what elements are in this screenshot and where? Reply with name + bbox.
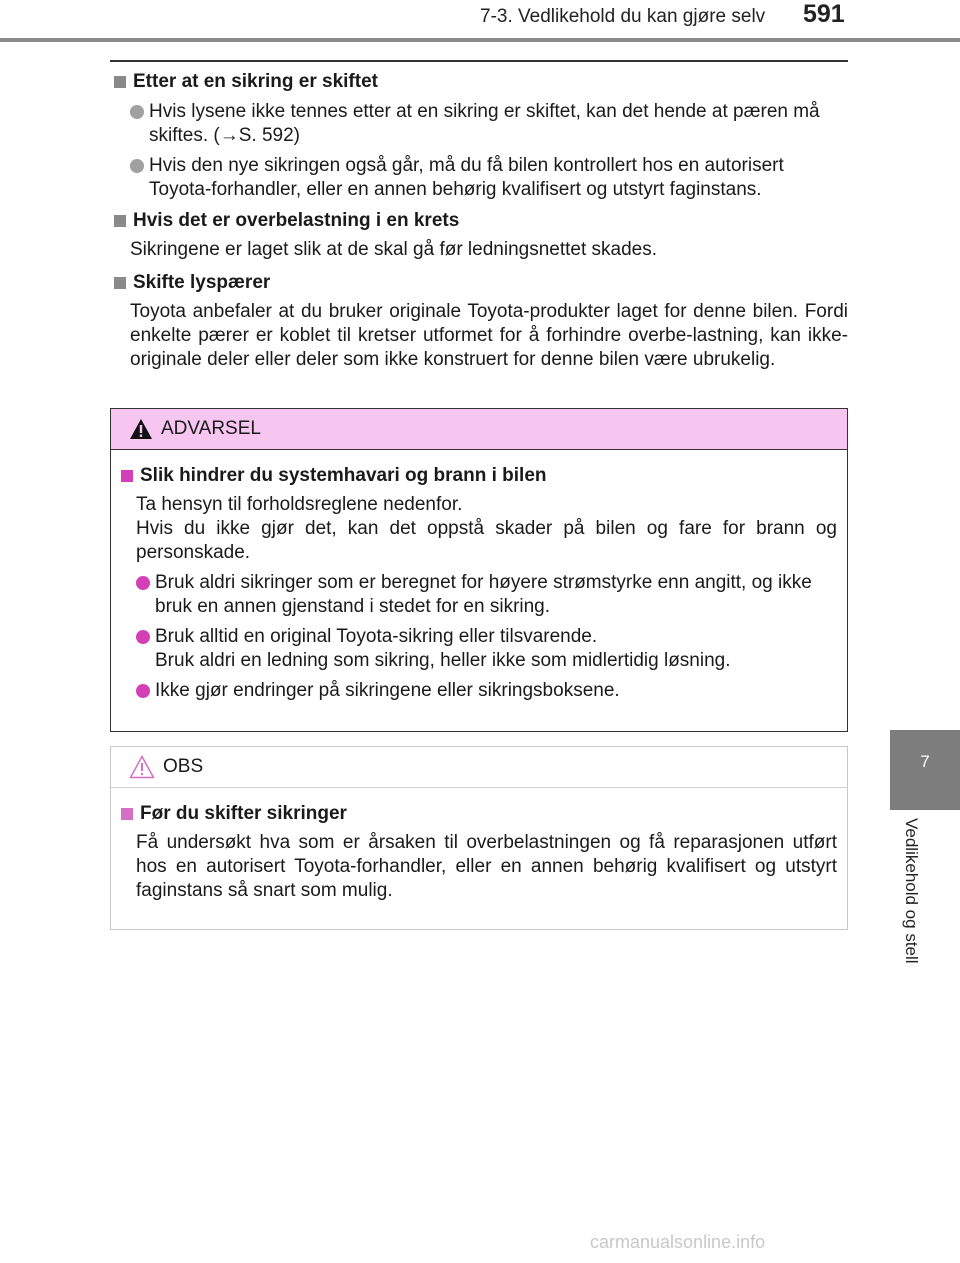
list-item xyxy=(130,154,848,202)
chapter-tab xyxy=(890,730,960,810)
list-item-text-group xyxy=(155,625,731,673)
warning-heading xyxy=(117,464,837,488)
list-item-text: Hvis lysene ikke tennes etter at en sikring er skiftet, kan det hende at pæren må skiftes. (→S. 592) xyxy=(149,101,820,146)
header-rule xyxy=(0,38,960,42)
section-heading-text: Hvis det er overbelastning i en krets xyxy=(133,210,460,231)
list-item xyxy=(130,100,848,148)
circle-bullet-icon xyxy=(130,159,144,173)
warning-label: ADVARSEL xyxy=(161,418,261,439)
warning-box xyxy=(110,408,848,732)
list-item-text: Ikke gjør endringer på sikringene eller sikringsboksene. xyxy=(155,680,620,701)
notice-text: Få undersøkt hva som er årsaken til overbelastningen og få reparasjonen utført hos en autorisert Toyota-forhandler, eller en annen behørig kvalifisert og utstyrt faginstans så snart som mulig. xyxy=(136,832,837,901)
page-number: 591 xyxy=(803,0,845,28)
section-text: Sikringene er laget slik at de skal gå før ledningsnettet skades. xyxy=(130,239,658,260)
list-item xyxy=(136,679,837,703)
section-text: Toyota anbefaler at du bruker originale Toyota-produkter laget for denne bilen. Fordi enkelte pærer er koblet til kretser utformet for å forhindre overbe-lastning, kan ikke-originale deler eller deler som ikke konstruert for denne bilen være ubrukelig. xyxy=(130,301,848,370)
section-heading-text: Etter at en sikring er skiftet xyxy=(133,71,378,92)
square-bullet-icon xyxy=(114,277,126,289)
caution-triangle-icon xyxy=(129,755,155,779)
list-item-text: Bruk alltid en original Toyota-sikring eller tilsvarende. xyxy=(155,626,598,647)
list-item xyxy=(136,625,837,673)
list-item-text: Bruk aldri sikringer som er beregnet for høyere strømstyrke enn angitt, og ikke bruk en annen gjenstand i stedet for en sikring. xyxy=(155,572,812,617)
list-item-text: Hvis den nye sikringen også går, må du få bilen kontrollert hos en autorisert Toyota-forhandler, eller en annen behørig kvalifisert og utstyrt faginstans. xyxy=(149,155,784,200)
warning-intro: Hvis du ikke gjør det, kan det oppstå skader på bilen og fare for brann og personskade. xyxy=(136,518,837,563)
section-heading xyxy=(110,209,848,233)
circle-bullet-icon xyxy=(130,105,144,119)
warning-heading-text: Slik hindrer du systemhavari og brann i bilen xyxy=(140,465,547,486)
circle-bullet-icon xyxy=(136,684,150,698)
warning-header xyxy=(111,409,847,450)
list-item-text: Bruk aldri en ledning som sikring, heller ikke som midlertidig løsning. xyxy=(155,650,731,671)
square-bullet-icon xyxy=(114,76,126,88)
main-content xyxy=(110,66,848,372)
warning-body xyxy=(111,450,847,703)
square-bullet-icon xyxy=(114,215,126,227)
square-bullet-icon xyxy=(121,808,133,820)
warning-intro: Ta hensyn til forholdsreglene nedenfor. xyxy=(136,494,463,515)
section-heading xyxy=(110,70,848,94)
notice-header xyxy=(111,747,847,788)
section-heading-text: Skifte lyspærer xyxy=(133,272,271,293)
square-bullet-icon xyxy=(121,470,133,482)
running-header-title: 7-3. Vedlikehold du kan gjøre selv xyxy=(480,6,766,27)
chapter-label: Vedlikehold og stell xyxy=(902,818,921,964)
footer-watermark: carmanualsonline.info xyxy=(590,1232,766,1252)
notice-label: OBS xyxy=(163,756,204,777)
warning-triangle-icon xyxy=(129,418,153,440)
notice-heading-text: Før du skifter sikringer xyxy=(140,803,347,824)
notice-box xyxy=(110,746,848,930)
list-item xyxy=(136,571,837,619)
chapter-number: 7 xyxy=(920,752,930,771)
circle-bullet-icon xyxy=(136,576,150,590)
section-heading xyxy=(110,271,848,295)
circle-bullet-icon xyxy=(136,630,150,644)
notice-heading xyxy=(117,802,837,826)
content-top-rule xyxy=(110,60,848,62)
notice-body xyxy=(111,788,847,903)
